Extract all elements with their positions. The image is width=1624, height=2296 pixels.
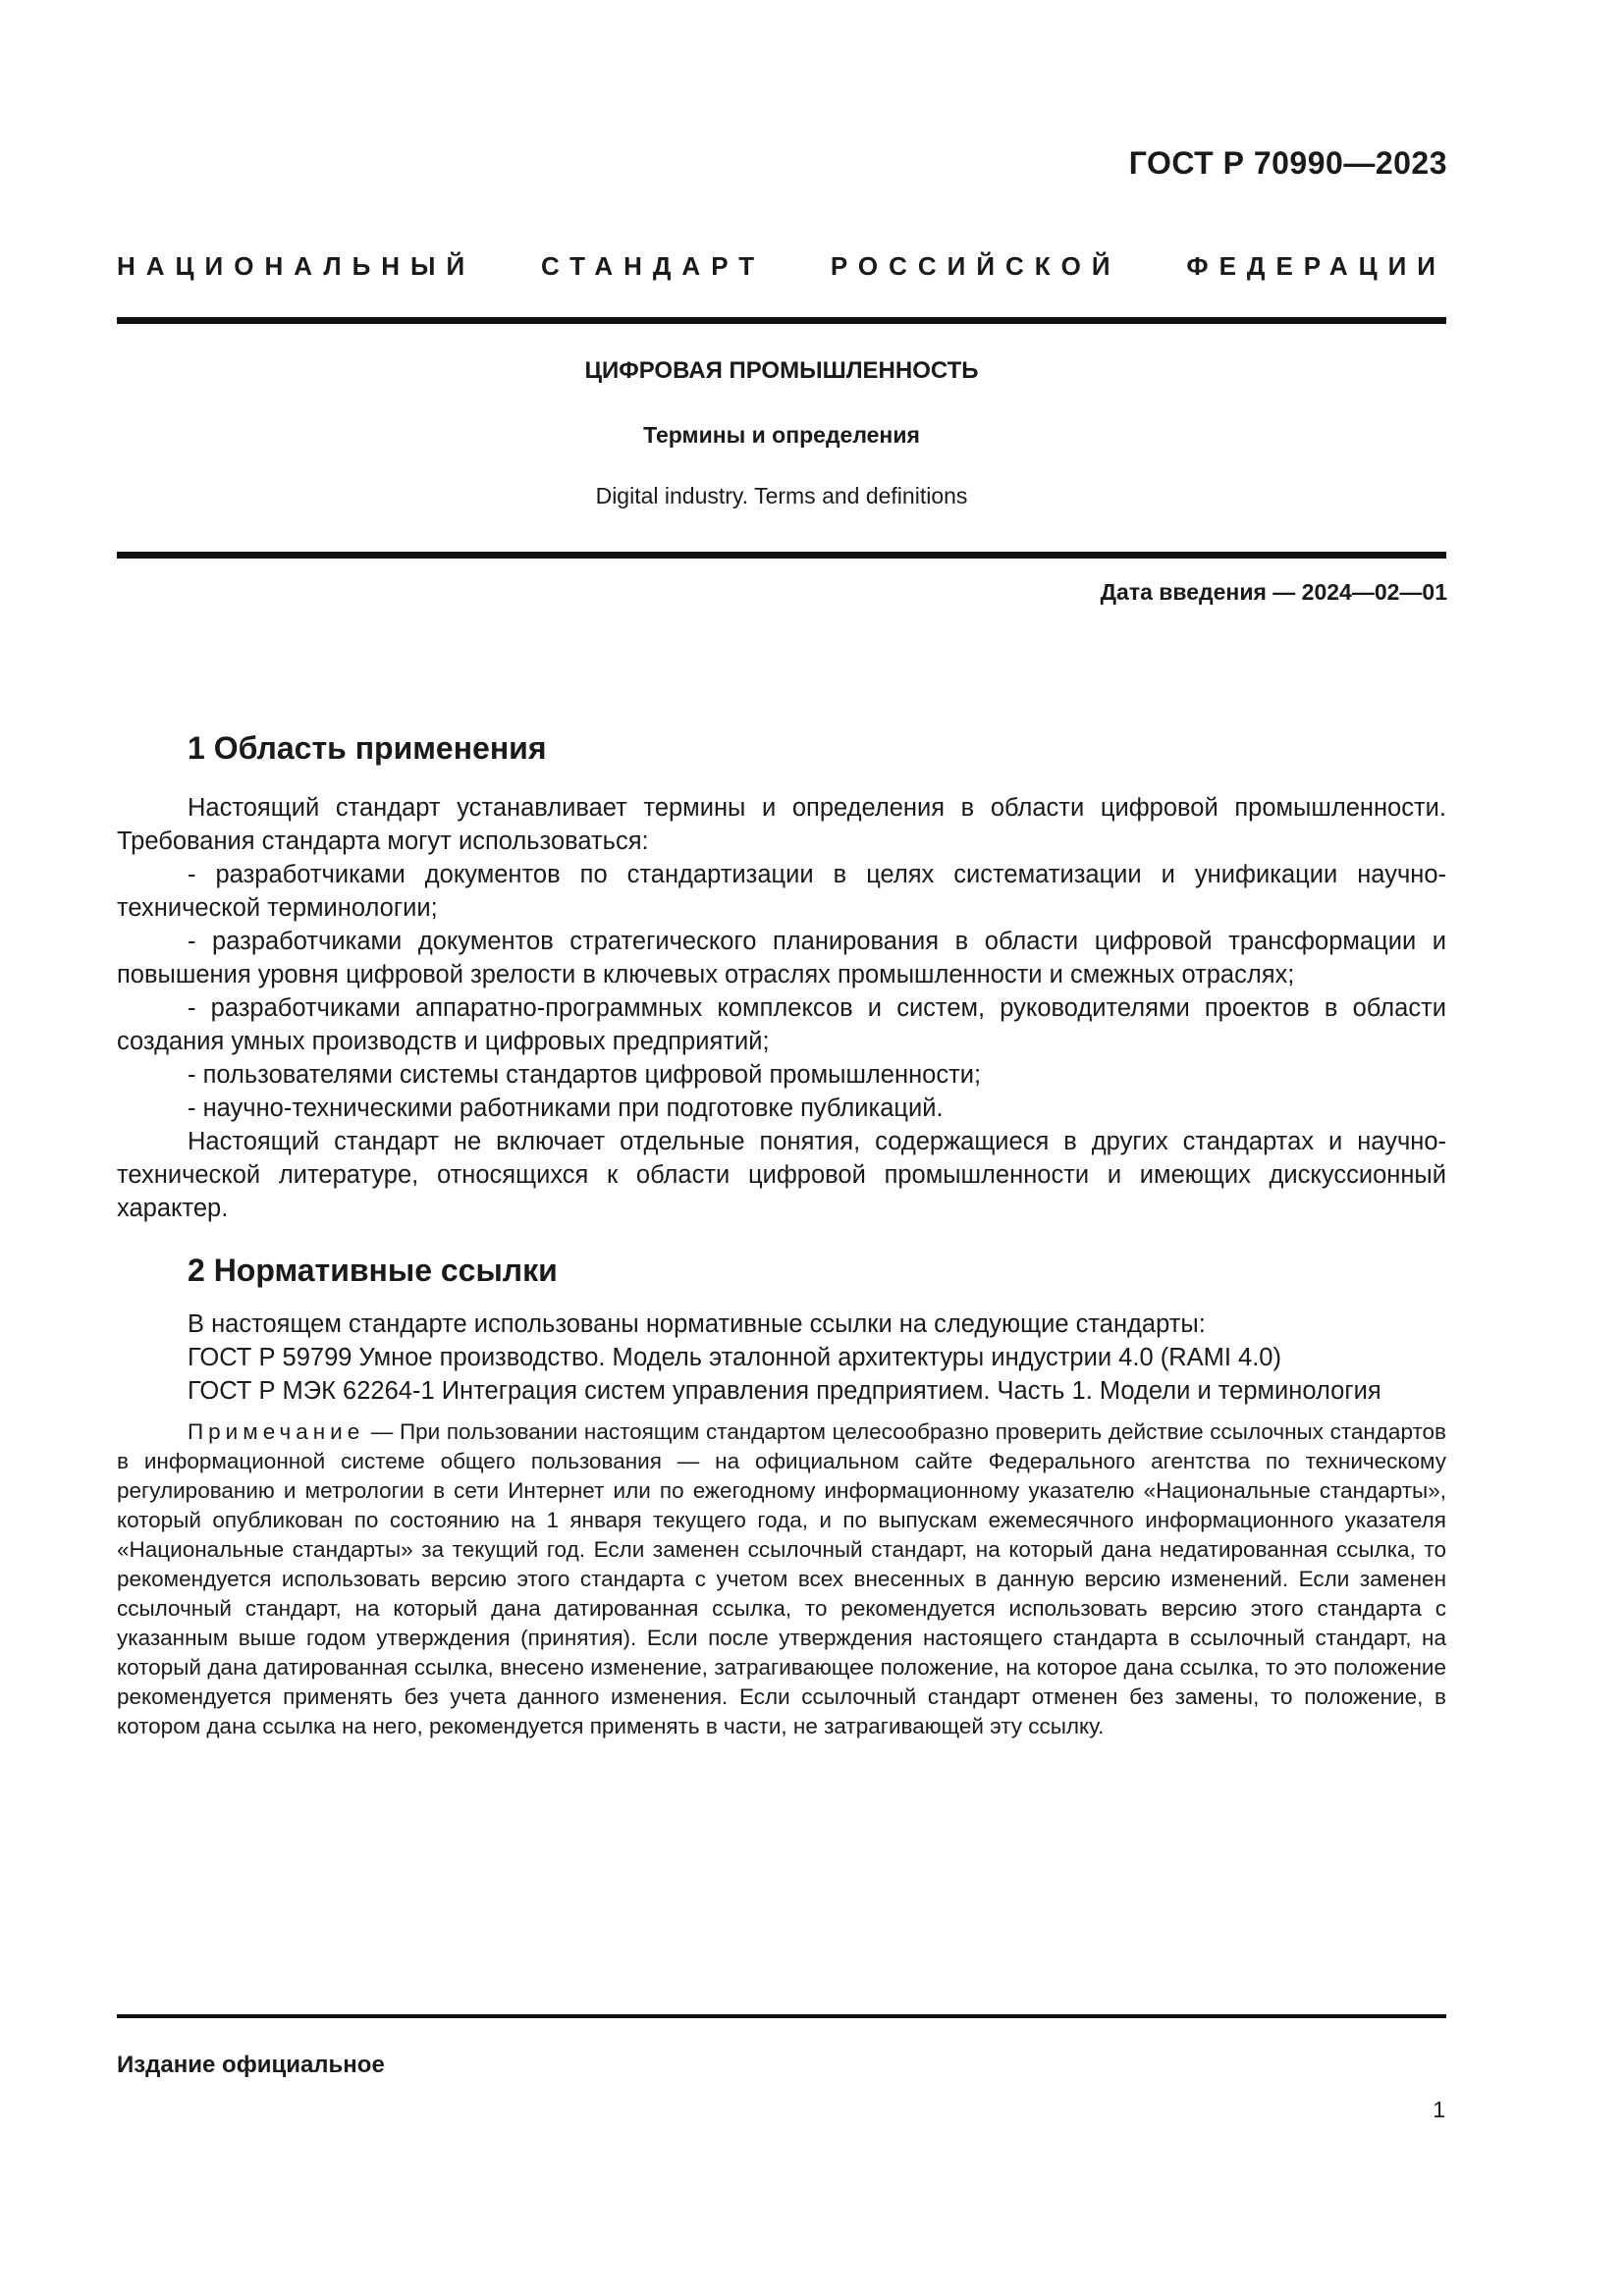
- document-body: [117, 724, 1446, 1741]
- note-label: Примечание: [188, 1419, 365, 1444]
- section-2-body: [117, 1308, 1446, 1741]
- section-1-list-item: - разработчиками документов стратегического планирования в области цифровой трансформации и повышения уровня цифровой зрелости в ключевых отраслях промышленности и смежных отраслях;: [117, 928, 1446, 988]
- section-1-list-item: - разработчиками документов по стандартизации в целях систематизации и унификации научно-технической терминологии;: [117, 861, 1446, 922]
- note-text: — При пользовании настоящим стандартом целесообразно проверить действие ссылочных стандартов в информационной системе общего пользования — на официальном сайте Федерального агентства по техническому регулированию и метрологии в сети Интернет или по ежегодному информационному указателю «Национальные стандарты», который опубликован по состоянию на 1 января текущего года, и по выпускам ежемесячного информационного указателя «Национальные стандарты» за текущий год. Если заменен ссылочный стандарт, на который дана недатированная ссылка, то рекомендуется использовать версию этого стандарта с учетом всех внесенных в данную версию изменений. Если заменен ссылочный стандарт, на который дана датированная ссылка, то рекомендуется использовать версию этого стандарта с указанным выше годом утверждения (принятия). Если после утверждения настоящего стандарта в ссылочный стандарт, на который дана датированная ссылка, внесено изменение, затрагивающее положение, на которое дана ссылка, то это положение рекомендуется применять без учета данного изменения. Если ссылочный стандарт отменен без замены, то положение, в котором дана ссылка на него, рекомендуется применять в части, не затрагивающей эту ссылку.: [117, 1419, 1446, 1738]
- document-subtitle: Термины и определения: [643, 422, 920, 448]
- page-number: 1: [1433, 2097, 1445, 2122]
- section-2-heading: 2 Нормативные ссылки: [188, 1253, 558, 1288]
- top-divider: [117, 317, 1446, 324]
- section-1-paragraph: Настоящий стандарт не включает отдельные понятия, содержащиеся в других стандартах и научно-технической литературе, относящихся к области цифровой промышленности и имеющих дискуссионный характер.: [117, 1128, 1446, 1222]
- section-1-list-item: - пользователями системы стандартов цифровой промышленности;: [188, 1061, 982, 1089]
- section-1-list-item: - разработчиками аппаратно-программных комплексов и систем, руководителями проектов в области создания умных производств и цифровых предприятий;: [117, 994, 1446, 1055]
- section-1-list-item: - научно-техническими работниками при подготовке публикаций.: [188, 1095, 944, 1122]
- document-code: ГОСТ Р 70990—2023: [1128, 145, 1447, 181]
- section-1-heading: 1 Область применения: [188, 730, 547, 766]
- introduction-date: Дата введения — 2024—02—01: [1100, 579, 1447, 605]
- section-1-paragraph: Настоящий стандарт устанавливает термины и определения в области цифровой промышленности. Требования стандарта могут использоваться:: [117, 794, 1446, 855]
- title-divider: [117, 552, 1446, 559]
- section-2-note: [117, 1417, 1446, 1741]
- section-2-paragraph: В настоящем стандарте использованы нормативные ссылки на следующие стандарты:: [188, 1310, 1206, 1338]
- national-standard-title: НАЦИОНАЛЬНЫЙ СТАНДАРТ РОССИЙСКОЙ ФЕДЕРАЦИИ: [117, 251, 1446, 281]
- section-1-body: [117, 791, 1446, 1225]
- document-title: ЦИФРОВАЯ ПРОМЫШЛЕННОСТЬ: [584, 357, 979, 384]
- normative-reference: ГОСТ Р 59799 Умное производство. Модель эталонной архитектуры индустрии 4.0 (RAMI 4.0): [188, 1344, 1281, 1371]
- footer-divider: [117, 2014, 1446, 2018]
- official-edition-label: Издание официальное: [117, 2052, 385, 2078]
- normative-reference: ГОСТ Р МЭК 62264-1 Интеграция систем управления предприятием. Часть 1. Модели и терминология: [188, 1377, 1381, 1405]
- document-title-english: Digital industry. Terms and definitions: [595, 483, 968, 508]
